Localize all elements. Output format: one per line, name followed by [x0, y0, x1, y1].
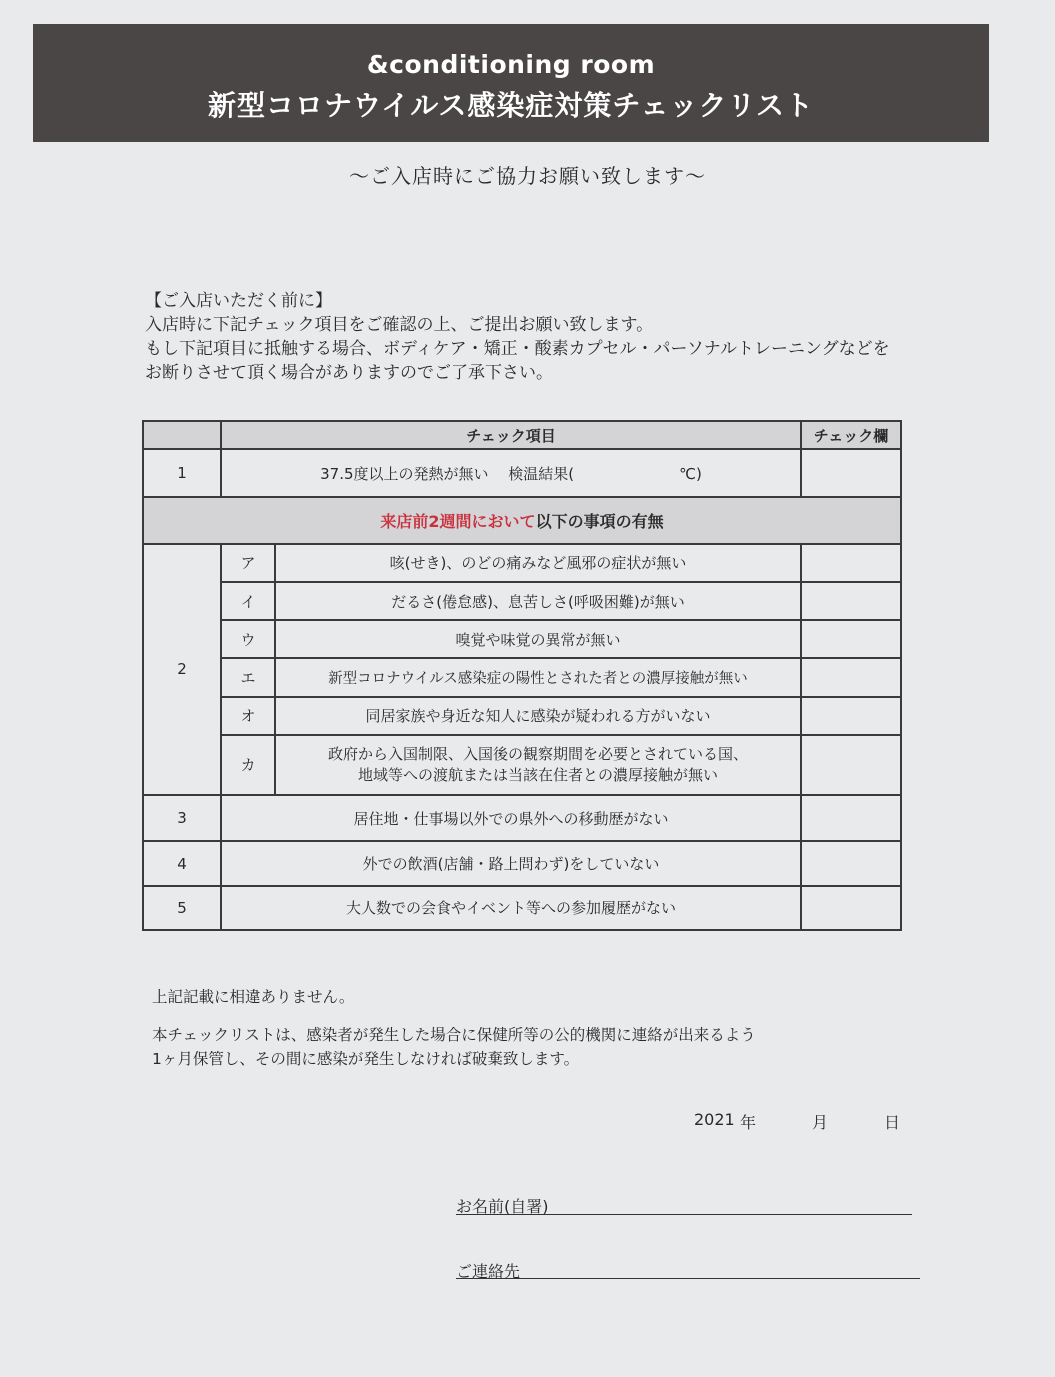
check-cell[interactable] [801, 449, 901, 497]
retention-note-line-2: 1ヶ月保管し、その間に感染が発生しなければ破棄致します。 [152, 1050, 580, 1068]
table-row [143, 841, 901, 885]
row-number: 4 [143, 841, 221, 885]
row-item-text: 大人数での会食やイベント等への参加履歴がない [221, 886, 801, 930]
intro-line-1: 入店時に下記チェック項目をご確認の上、ご提出お願い致します。 [145, 315, 654, 335]
section-heading-red: 来店前2週間において [380, 512, 536, 532]
row-item-text: 居住地・仕事場以外での県外への移動歴がない [221, 795, 801, 841]
intro-heading: 【ご入店いただく前に】 [145, 291, 332, 311]
contact-label: ご連絡先 [456, 1262, 521, 1281]
header-number-cell [143, 421, 221, 449]
row-number: 2 [143, 544, 221, 795]
contact-line[interactable] [456, 1278, 920, 1279]
date-month-label: 月 [812, 1113, 829, 1132]
subtitle: ～ご入店時にご協力お願い致します～ [349, 164, 706, 188]
table-row [143, 886, 901, 930]
intro-line-3: お断りさせて頂く場合がありますのでご了承下さい。 [145, 363, 553, 383]
row-item-text: 外での飲酒(店舗・路上問わず)をしていない [221, 841, 801, 885]
header-item: チェック項目 [221, 421, 801, 449]
name-signature-line[interactable] [456, 1214, 912, 1215]
sub-item-label: ウ [221, 620, 275, 658]
section-heading-black: 以下の事項の有無 [535, 512, 664, 532]
table-row [143, 544, 901, 582]
intro-line-2: もし下記項目に抵触する場合、ボディケア・矯正・酸素カプセル・パーソナルトレーニングなどを [145, 339, 890, 359]
retention-note [152, 1023, 756, 1071]
sub-item-text: だるさ(倦怠感)、息苦しさ(呼吸困難)が無い [275, 582, 801, 620]
table-row [143, 449, 901, 497]
header-check: チェック欄 [801, 421, 901, 449]
row-number: 1 [143, 449, 221, 497]
section-heading [143, 497, 901, 543]
table-row [143, 620, 901, 658]
sub-item-text: 同居家族や身近な知人に感染が疑われる方がいない [275, 697, 801, 735]
sub-item-text-line-2: 地域等への渡航または当該在住者との濃厚接触が無い [357, 765, 718, 784]
check-cell[interactable] [801, 544, 901, 582]
row-item-text: 37.5度以上の発熱が無い 検温結果( ℃) [221, 449, 801, 497]
sub-item-label: エ [221, 658, 275, 696]
check-cell[interactable] [801, 886, 901, 930]
sub-item-label: カ [221, 735, 275, 795]
brand-name: &conditioning room [366, 50, 656, 79]
table-header-row [143, 421, 901, 449]
sub-item-text: 嗅覚や味覚の異常が無い [275, 620, 801, 658]
sub-item-text-line-1: 政府から入国制限、入国後の観察期間を必要とされている国、 [327, 744, 748, 763]
sub-item-label: オ [221, 697, 275, 735]
table-row [143, 795, 901, 841]
table-row [143, 735, 901, 795]
check-cell[interactable] [801, 697, 901, 735]
row-number: 3 [143, 795, 221, 841]
check-cell[interactable] [801, 841, 901, 885]
document-title: 新型コロナウイルス感染症対策チェックリスト [208, 89, 814, 122]
check-cell[interactable] [801, 658, 901, 696]
date-day-label: 日 [884, 1113, 901, 1132]
sub-item-label: ア [221, 544, 275, 582]
checklist-table [142, 420, 902, 931]
date-year-label: 年 [740, 1113, 757, 1132]
row-number: 5 [143, 886, 221, 930]
check-cell[interactable] [801, 582, 901, 620]
check-cell[interactable] [801, 620, 901, 658]
name-label: お名前(自署) [456, 1197, 549, 1216]
intro-text [145, 289, 995, 385]
sub-item-text: 新型コロナウイルス感染症の陽性とされた者との濃厚接触が無い [275, 658, 801, 696]
confirmation-text: 上記記載に相違ありません。 [152, 988, 355, 1006]
retention-note-line-1: 本チェックリストは、感染者が発生した場合に保健所等の公的機関に連絡が出来るよう [152, 1026, 756, 1044]
document-header [33, 24, 989, 142]
table-row [143, 697, 901, 735]
date-year: 2021 [694, 1110, 735, 1129]
check-cell[interactable] [801, 735, 901, 795]
table-row [143, 658, 901, 696]
table-row [143, 582, 901, 620]
sub-item-text: 咳(せき)、のどの痛みなど風邪の症状が無い [275, 544, 801, 582]
sub-item-label: イ [221, 582, 275, 620]
section-row [143, 497, 901, 543]
check-cell[interactable] [801, 795, 901, 841]
sub-item-text [275, 735, 801, 795]
